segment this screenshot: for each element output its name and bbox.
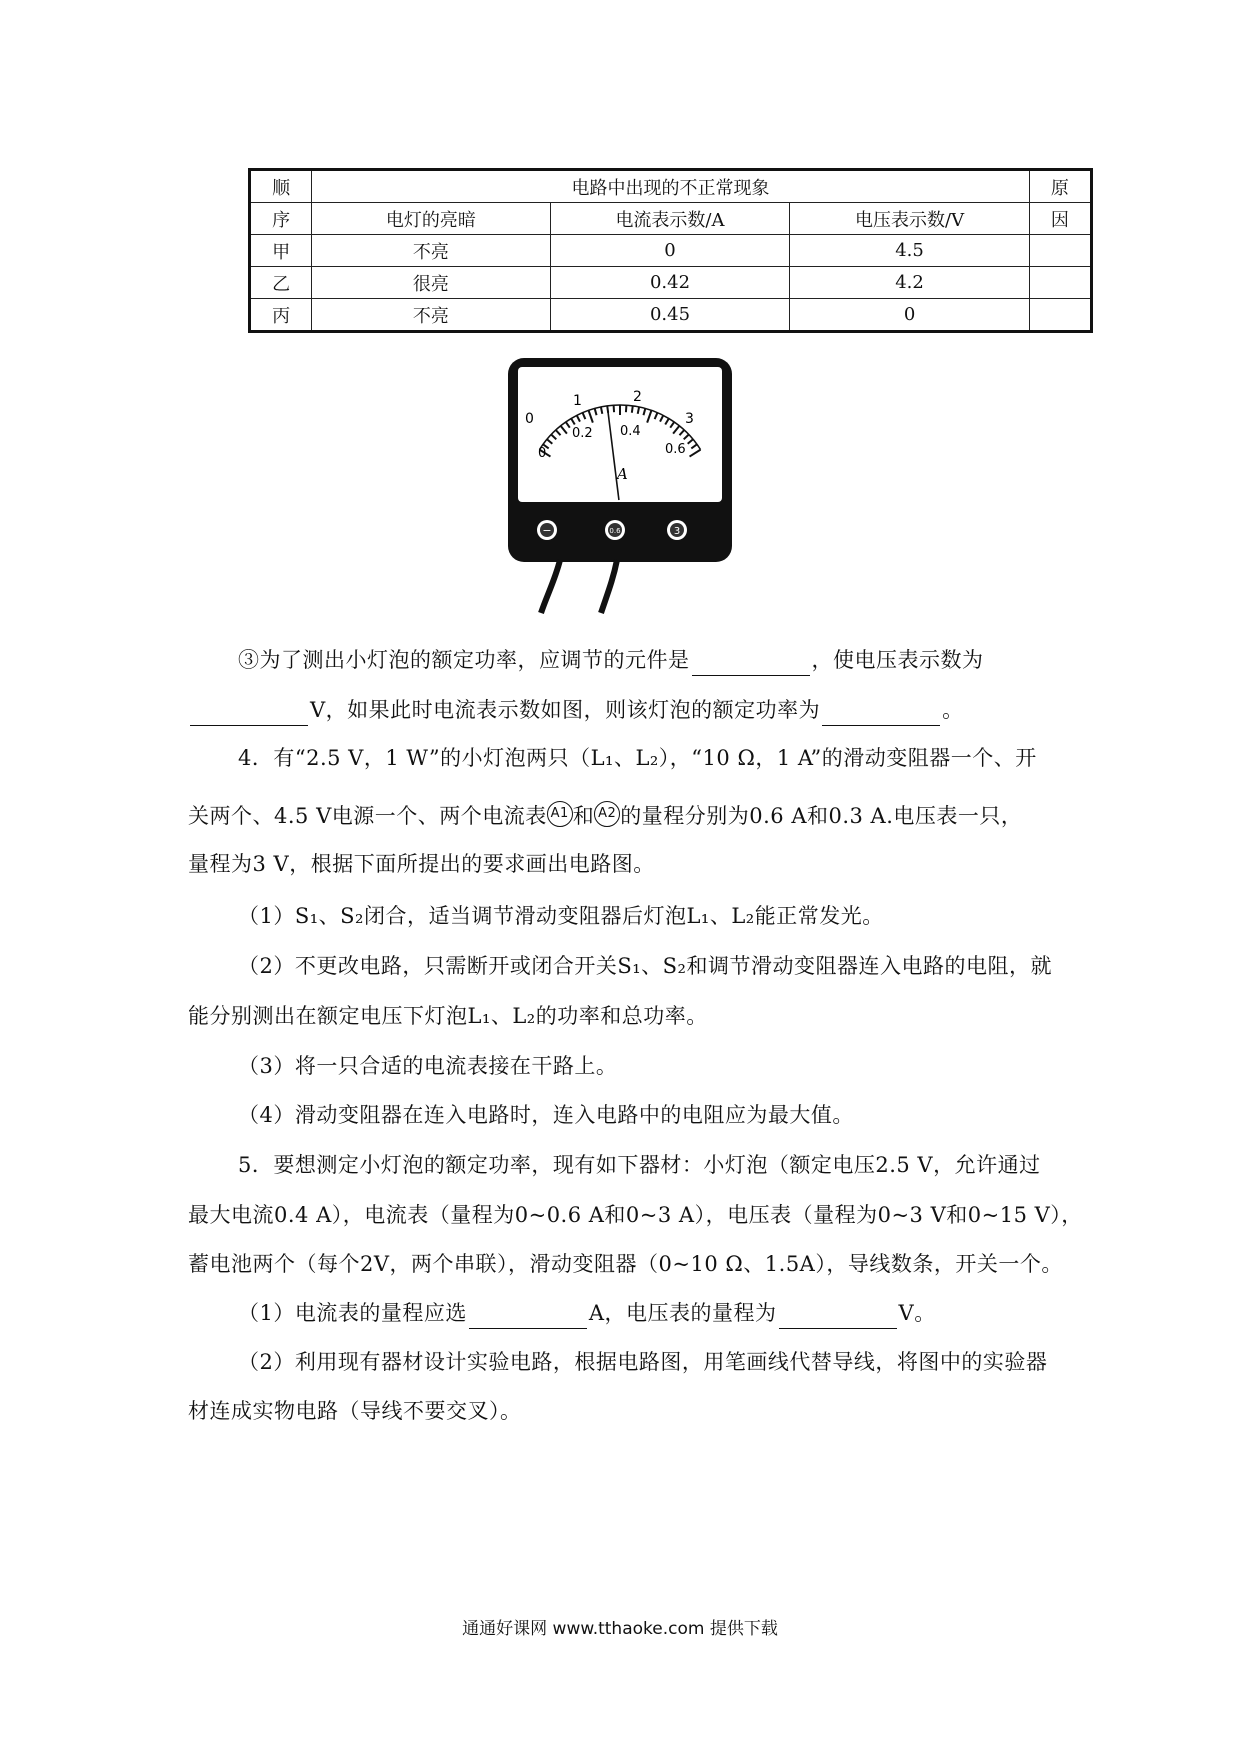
lead-wire-right [601, 560, 617, 613]
row-brightness: 不亮 [312, 299, 551, 332]
row-current: 0 [550, 235, 790, 267]
answer-blank[interactable] [779, 1306, 897, 1329]
terminal-label: 3 [673, 526, 681, 537]
table-header-row [250, 170, 1092, 203]
row-seq: 甲 [250, 235, 312, 267]
header-brightness: 电灯的亮暗 [312, 203, 551, 235]
scale-tick [638, 407, 639, 414]
row-reason [1029, 235, 1091, 267]
answer-blank[interactable] [190, 703, 308, 726]
q4-item-3: （3）将一只合适的电流表接在干路上。 [238, 1054, 618, 1078]
row-seq: 乙 [250, 267, 312, 299]
table-row [250, 267, 1092, 299]
answer-blank[interactable] [822, 703, 940, 726]
lead-wire-left [541, 560, 560, 613]
upper-scale-label: 2 [633, 389, 642, 405]
q4-line-3: 量程为3 V，根据下面所提出的要求画出电路图。 [188, 852, 655, 876]
header-seq-1: 顺 [250, 170, 312, 203]
header-reason-2: 因 [1029, 203, 1091, 235]
answer-blank[interactable] [692, 653, 810, 676]
q4-line-1: 4．有“2.5 V，1 W”的小灯泡两只（L₁、L₂），“10 Ω，1 A”的滑动变阻器一个、开 [238, 746, 1037, 770]
page-footer: 通通好课网 www.tthaoke.com 提供下载 [462, 1619, 778, 1639]
q5-line-2: 最大电流0.4 A），电流表（量程为0~0.6 A和0~3 A），电压表（量程为0~3 V和0~15 V）， [188, 1203, 1083, 1227]
q4-item-2a: （2）不更改电路，只需断开或闭合开关S₁、S₂和调节滑动变阻器连入电路的电阻，就 [238, 954, 1052, 978]
row-seq: 丙 [250, 299, 312, 332]
ammeter-a1-icon: A1 [547, 801, 573, 827]
row-voltage: 0 [790, 299, 1030, 332]
terminal-negative [537, 520, 557, 540]
q5-item-1: （1）电流表的量程应选 A，电压表的量程为 V。 [238, 1297, 1100, 1329]
q5-item-2a: （2）利用现有器材设计实验电路，根据电路图，用笔画线代替导线，将图中的实验器 [238, 1350, 1048, 1374]
row-voltage: 4.5 [790, 235, 1030, 267]
terminal-0-6 [605, 520, 625, 540]
header-reason-1: 原 [1029, 170, 1091, 203]
q3-line-2: V，如果此时电流表示数如图，则该灯泡的额定功率为 。 [188, 694, 1050, 726]
lower-scale-label: 0 [538, 446, 547, 461]
scale-tick [632, 406, 633, 413]
lower-scale-label: 0.2 [572, 426, 593, 441]
q4-item-2b: 能分别测出在额定电压下灯泡L₁、L₂的功率和总功率。 [188, 1004, 708, 1028]
terminal-3 [667, 520, 687, 540]
q5-item-2b: 材连成实物电路（导线不要交叉）。 [188, 1399, 522, 1423]
q4-item-1: （1）S₁、S₂闭合，适当调节滑动变阻器后灯泡L₁、L₂能正常发光。 [238, 904, 884, 928]
row-current: 0.42 [550, 267, 790, 299]
row-voltage: 4.2 [790, 267, 1030, 299]
upper-scale-label: 0 [525, 411, 534, 427]
row-brightness: 不亮 [312, 235, 551, 267]
lower-scale-label: 0.6 [665, 442, 686, 457]
q4-line-2: 关两个、4.5 V电源一个、两个电流表 A1 和 A2 的量程分别为0.6 A和0.3 A.电压表一只， [188, 800, 1050, 832]
ammeter-a2-icon: A2 [594, 801, 620, 827]
header-voltage: 电压表示数/V [790, 203, 1030, 235]
observation-table [248, 168, 1093, 333]
upper-scale-label: 3 [685, 411, 694, 427]
upper-scale-label: 1 [573, 393, 582, 409]
header-abnormal: 电路中出现的不正常现象 [312, 170, 1030, 203]
table-row [250, 235, 1092, 267]
row-current: 0.45 [550, 299, 790, 332]
ammeter-figure [505, 355, 735, 615]
answer-blank[interactable] [469, 1306, 587, 1329]
row-reason [1029, 299, 1091, 332]
scale-tick [601, 407, 602, 414]
q5-line-3: 蓄电池两个（每个2V，两个串联），滑动变阻器（0~10 Ω、1.5A），导线数条，开关一个。 [188, 1252, 1063, 1276]
q3-line-1: ③为了测出小灯泡的额定功率，应调节的元件是 ，使电压表示数为 [238, 644, 1100, 676]
header-current: 电流表示数/A [550, 203, 790, 235]
header-seq-2: 序 [250, 203, 312, 235]
terminal-label: 0.6 [609, 527, 621, 535]
q5-line-1: 5．要想测定小灯泡的额定功率，现有如下器材：小灯泡（额定电压2.5 V，允许通过 [238, 1153, 1041, 1177]
q4-item-4: （4）滑动变阻器在连入电路时，连入电路中的电阻应为最大值。 [238, 1103, 854, 1127]
lower-scale-label: 0.4 [620, 424, 641, 439]
row-reason [1029, 267, 1091, 299]
row-brightness: 很亮 [312, 267, 551, 299]
terminal-label: − [542, 524, 552, 537]
ammeter-unit-label: A [617, 465, 628, 483]
table-subheader-row [250, 203, 1092, 235]
table-row [250, 299, 1092, 332]
